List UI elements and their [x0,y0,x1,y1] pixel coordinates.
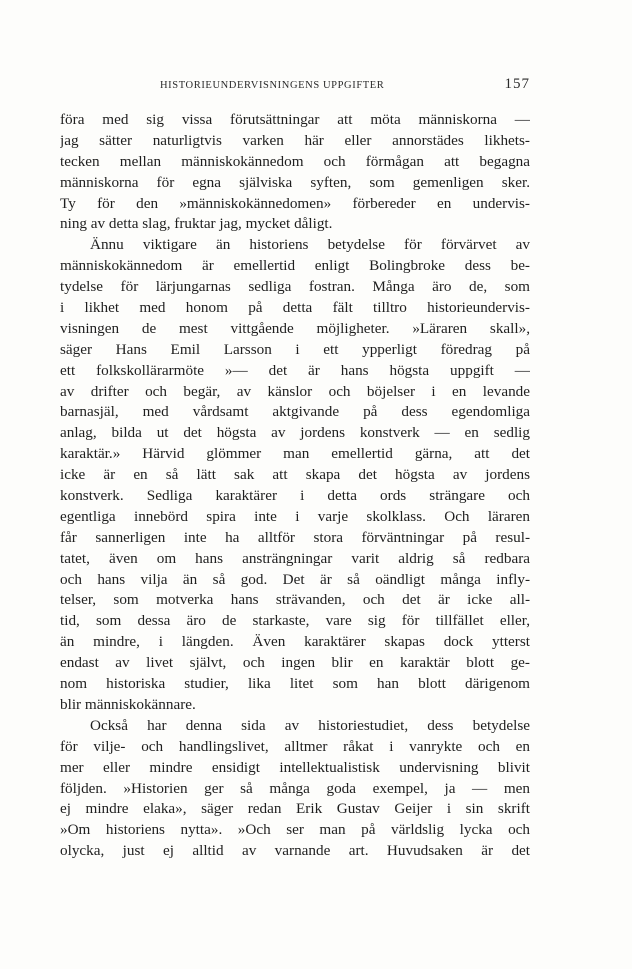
text-line: barnasjäl, med vårdsamt aktgivande på dess egendomliga [60,403,530,421]
text-line: konstverk. Sedliga karaktärer i detta ords strängare och [60,487,530,505]
text-line: tydelse för lärjungarnas sedliga fostran. Många äro de, som [60,278,530,296]
text-line: och hans vilja än så god. Det är så oändligt många infly- [60,570,530,588]
text-line: ett folkskollärarmöte »— det är hans högsta uppgift — [60,361,530,379]
text-line: tatet, även om hans ansträngningar varit aldrig så redbara [60,549,530,567]
text-line: föra med sig vissa förutsättningar att möta människorna — [60,111,530,128]
text-line: endast av livet självt, och ingen blir en karaktär blott ge- [60,654,530,672]
text-line: av drifter och begär, av känslor och böjelser i en levande [60,382,530,400]
text-line: karaktär.» Härvid glömmer man emellertid gärna, att det [60,445,530,463]
text-line: olycka, just ej alltid av varnande art. Huvudsaken är det [60,842,530,860]
text-line: Ännu viktigare än historiens betydelse för förvärvet av [90,236,530,254]
text-line: blir människokännare. [60,695,196,713]
text-line: människorna för egna själviska syften, som gemenligen sker. [60,173,530,191]
text-line: Också har denna sida av historiestudiet, dess betydelse [90,716,530,734]
text-line: för vilje- och handlingslivet, alltmer råkat i vanrykte och en [60,737,530,755]
text-line: får sannerligen inte ha alltför stora förväntningar på resul- [60,528,530,546]
page-number: 157 [504,76,530,92]
text-line: visningen de mest vittgående möjligheter. »Läraren skall», [60,319,530,337]
text-line: nom historiska studier, lika litet som han blott därigenom [60,675,530,693]
running-head-title: HISTORIEUNDERVISNINGENS UPPGIFTER [160,80,385,91]
text-line: i likhet med honom på detta fält tilltro historieundervis- [60,299,530,317]
text-line: ej mindre elaka», säger redan Erik Gustav Geijer i sin skrift [60,800,530,818]
text-line: ning av detta slag, fruktar jag, mycket dåligt. [60,215,333,233]
text-line: egentliga innebörd spira inte i varje skolklass. Och läraren [60,507,530,525]
text-line: tid, som dessa äro de starkaste, vare sig för tillfället eller, [60,612,530,630]
text-line: Ty för den »människokännedomen» förbereder en undervis- [60,194,530,212]
text-line: tecken mellan människokännedom och förmågan att begagna [60,152,530,170]
text-line: icke är en så lätt sak att skapa det högsta av jordens [60,466,530,484]
text-line: telser, som motverka hans strävanden, och det är icke all- [60,591,530,609]
text-line: följden. »Historien ger så många goda exempel, ja — men [60,779,530,797]
body-text [60,110,530,862]
text-line: »Om historiens nytta». »Och ser man på världslig lycka och [60,821,530,839]
text-line: människokännedom är emellertid enligt Bolingbroke dess be- [60,257,530,275]
text-line: än mindre, i längden. Även karaktärer skapas dock ytterst [60,633,530,651]
text-line: mer eller mindre ensidigt intellektualistisk undervisning blivit [60,758,530,776]
text-line: jag sätter naturligtvis varken här eller annorstädes likhets- [60,131,530,149]
text-line: säger Hans Emil Larsson i ett ypperligt föredrag på [60,340,530,358]
page-header [60,78,530,98]
text-line: anlag, bilda ut det högsta av jordens konstverk — en sedlig [60,424,530,442]
